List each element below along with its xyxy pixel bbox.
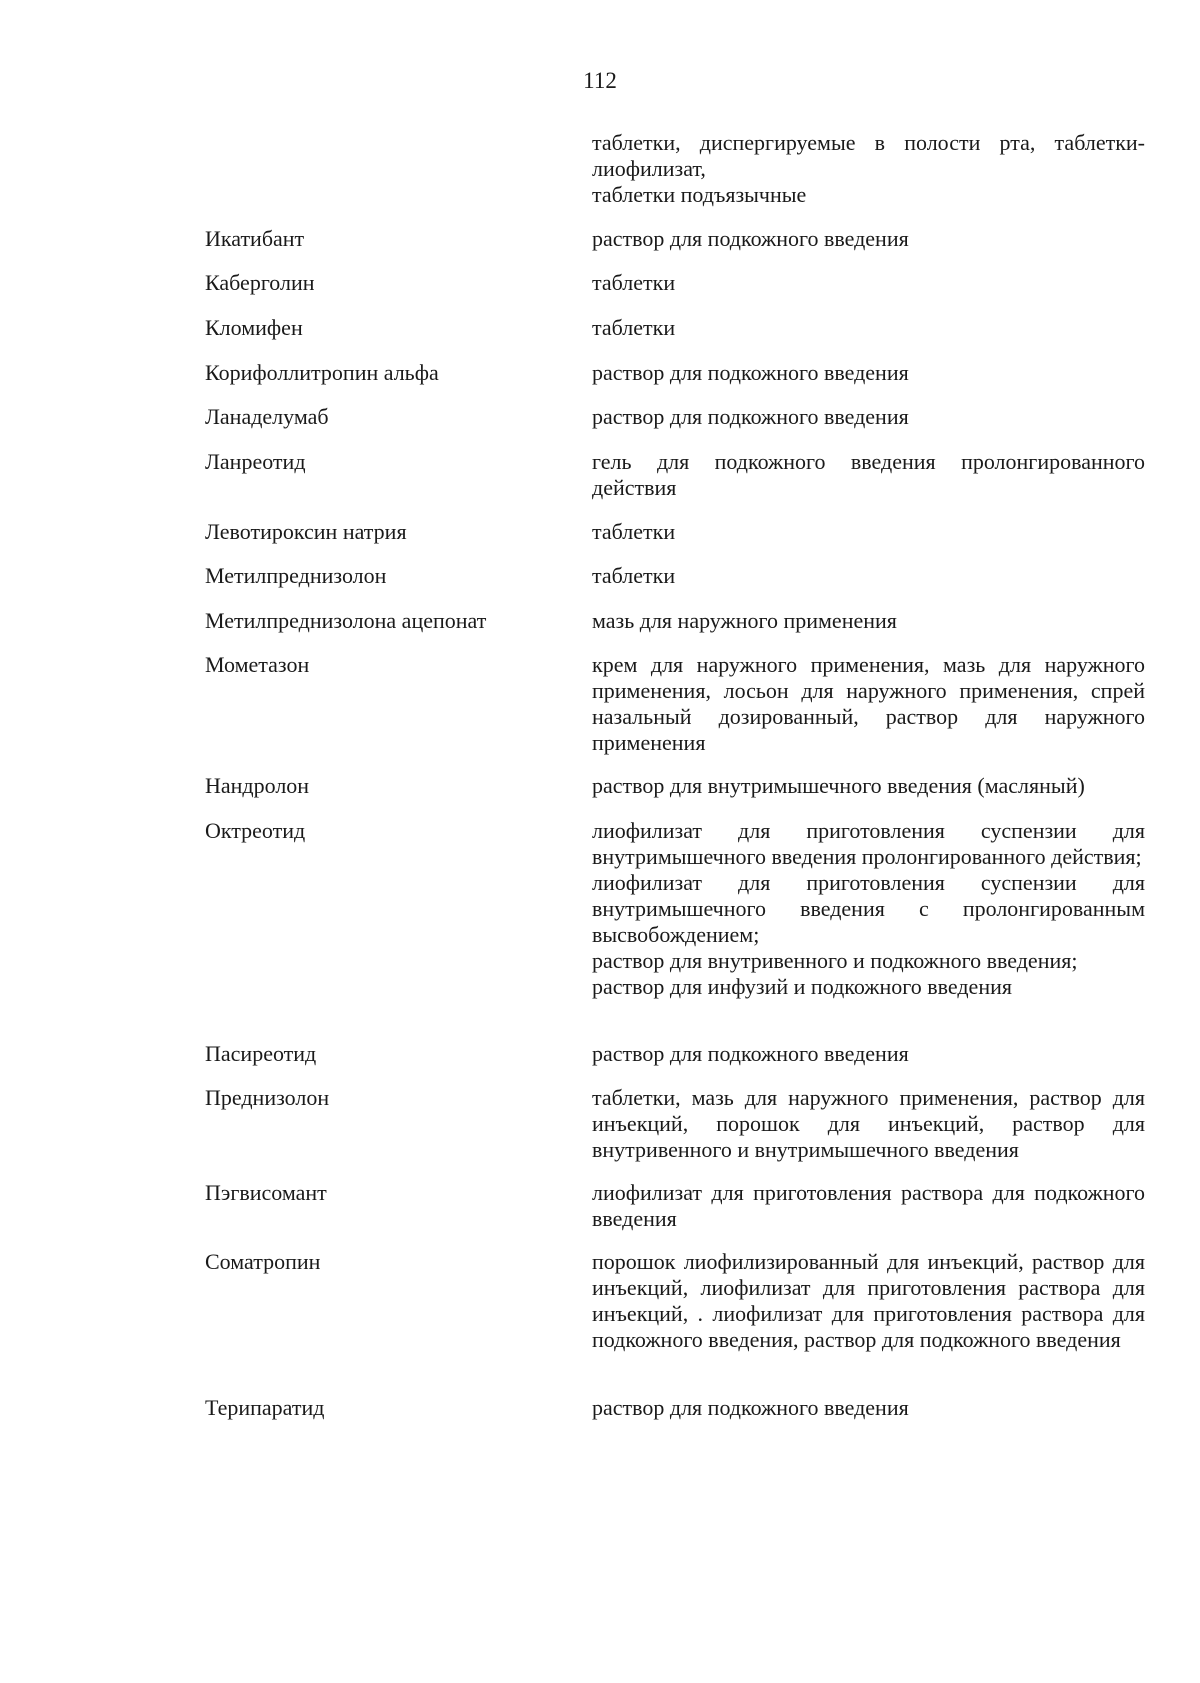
dosage-form-line: мазь для наружного применения: [592, 608, 897, 633]
drug-name: Терипаратид: [205, 1395, 325, 1420]
dosage-form-line: таблетки, мазь для наружного применения, раствор для инъекций, порошок для инъекций, раствор для внутривенного и внутримышечного введения: [592, 1085, 1145, 1162]
dosage-form-line: раствор для подкожного введения: [592, 360, 909, 385]
dosage-form-line: раствор для внутривенного и подкожного введения;: [592, 948, 1078, 973]
dosage-form-line: раствор для инфузий и подкожного введения: [592, 974, 1012, 999]
dosage-forms: [592, 773, 1145, 799]
dosage-forms: [592, 1180, 1145, 1232]
dosage-forms: [592, 404, 1145, 430]
dosage-form-line: таблетки подъязычные: [592, 182, 807, 207]
dosage-form-line: раствор для подкожного введения: [592, 1041, 909, 1066]
dosage-forms: [592, 563, 1145, 589]
dosage-forms: [592, 1395, 1145, 1421]
drug-name: Октреотид: [205, 818, 306, 843]
drug-name: Икатибант: [205, 226, 305, 251]
page-number: 112: [583, 68, 617, 93]
dosage-form-line: лиофилизат для приготовления раствора для подкожного введения: [592, 1180, 1145, 1231]
dosage-form-line: раствор для внутримышечного введения (масляный): [592, 773, 1085, 798]
drug-name: Мометазон: [205, 652, 310, 677]
dosage-form-line: раствор для подкожного введения: [592, 404, 909, 429]
drug-name: Ланреотид: [205, 449, 306, 474]
dosage-forms: [592, 360, 1145, 386]
drug-name: Корифоллитропин альфа: [205, 360, 439, 385]
dosage-form-line: таблетки, диспергируемые в полости рта, таблетки-лиофилизат,: [592, 130, 1145, 181]
drug-name: Преднизолон: [205, 1085, 330, 1110]
dosage-forms: [592, 226, 1145, 252]
dosage-forms: [592, 608, 1145, 634]
dosage-forms: [592, 818, 1145, 1000]
dosage-form-line: таблетки: [592, 270, 676, 295]
dosage-forms: [592, 1249, 1145, 1353]
dosage-form-line: порошок лиофилизированный для инъекций, раствор для инъекций, лиофилизат для приготовления раствора для инъекций, . лиофилизат для приготовления раствора для подкожного введения, раствор для подкожного введения: [592, 1249, 1145, 1352]
drug-name: Пэгвисомант: [205, 1180, 327, 1205]
dosage-form-line: крем для наружного применения, мазь для наружного применения, лосьон для наружного применения, спрей назальный дозированный, раствор для наружного применения: [592, 652, 1145, 755]
dosage-forms: [592, 449, 1145, 501]
dosage-form-line: таблетки: [592, 315, 676, 340]
dosage-form-line: раствор для подкожного введения: [592, 1395, 909, 1420]
dosage-forms: [592, 519, 1145, 545]
drug-name: Кломифен: [205, 315, 303, 340]
drug-name: Левотироксин натрия: [205, 519, 407, 544]
drug-name: Пасиреотид: [205, 1041, 317, 1066]
drug-name: Нандролон: [205, 773, 310, 798]
dosage-forms: [592, 130, 1145, 208]
dosage-forms: [592, 652, 1145, 756]
dosage-form-line: таблетки: [592, 563, 676, 588]
drug-name: Ланаделумаб: [205, 404, 329, 429]
dosage-form-line: гель для подкожного введения пролонгированного действия: [592, 449, 1145, 500]
drug-name: Каберголин: [205, 270, 315, 295]
dosage-form-line: лиофилизат для приготовления суспензии для внутримышечного введения с пролонгированным высвобождением;: [592, 870, 1145, 947]
drug-name: Метилпреднизолон: [205, 563, 387, 588]
dosage-forms: [592, 1085, 1145, 1163]
drug-name: Соматропин: [205, 1249, 321, 1274]
dosage-forms: [592, 1041, 1145, 1067]
dosage-form-line: лиофилизат для приготовления суспензии для внутримышечного введения пролонгированного действия;: [592, 818, 1145, 869]
dosage-form-line: раствор для подкожного введения: [592, 226, 909, 251]
dosage-forms: [592, 270, 1145, 296]
drug-name: Метилпреднизолона ацепонат: [205, 608, 487, 633]
dosage-form-line: таблетки: [592, 519, 676, 544]
dosage-forms: [592, 315, 1145, 341]
